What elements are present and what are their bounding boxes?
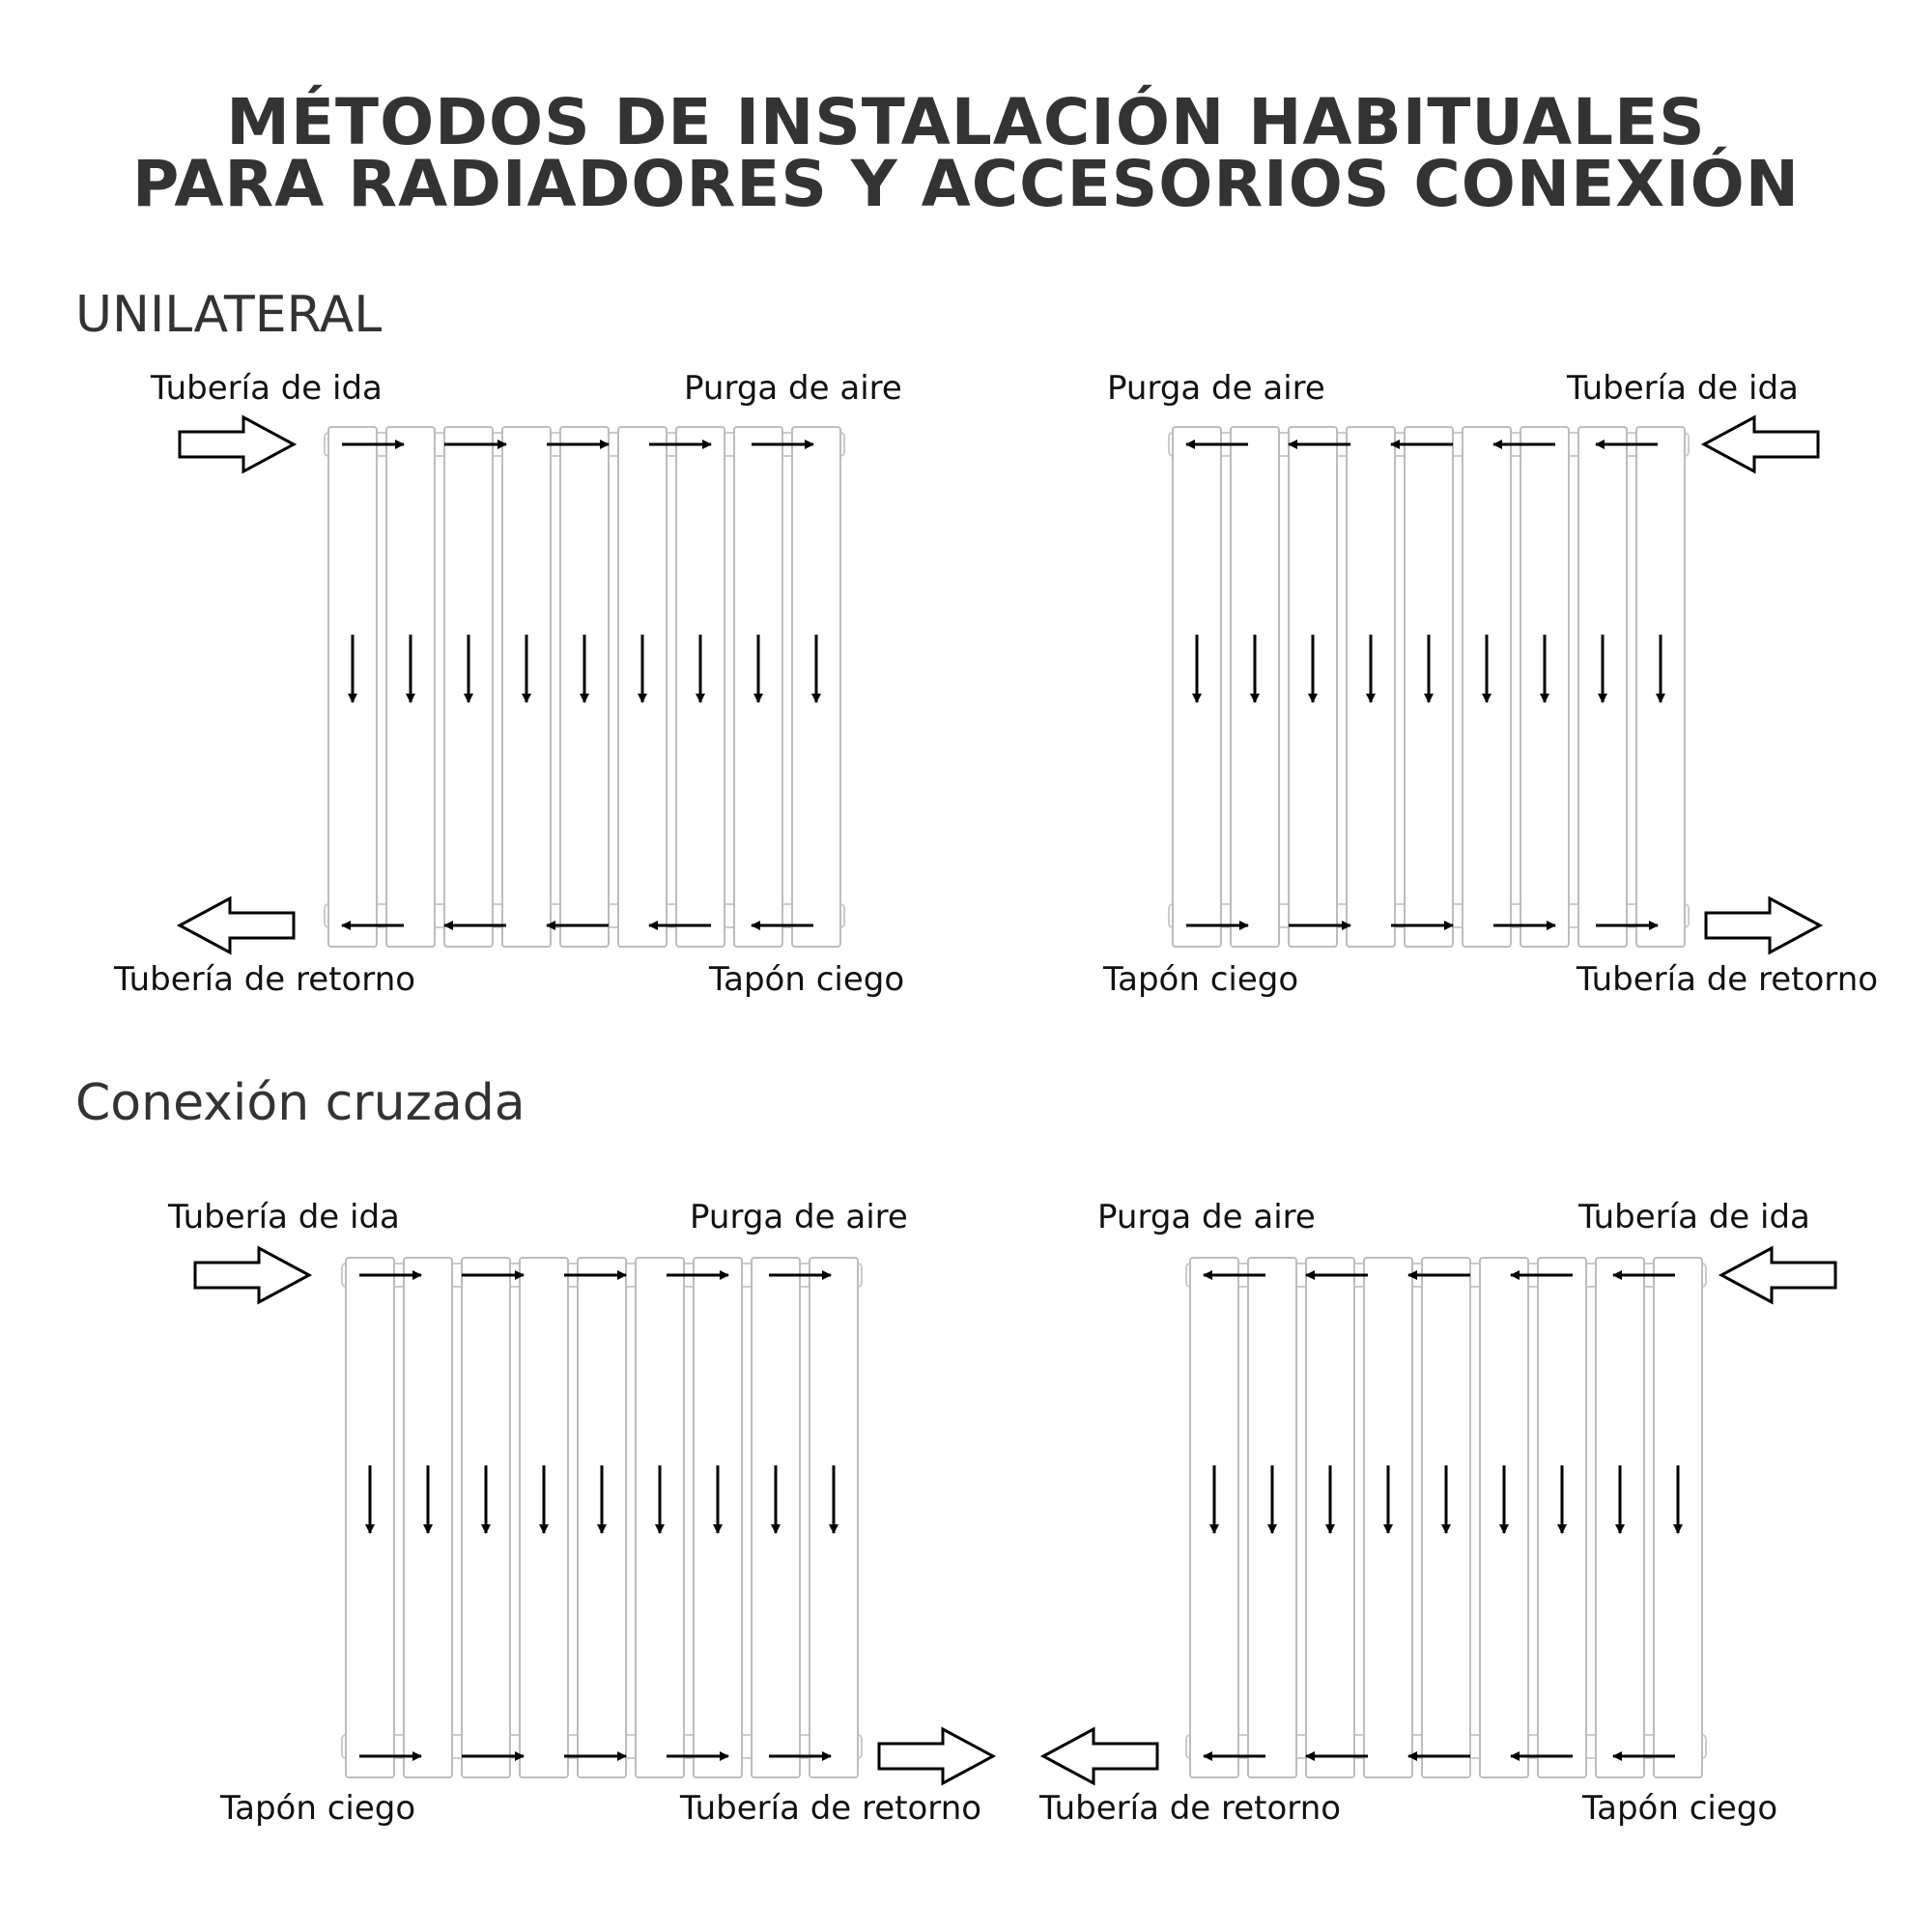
cruzada-right-outlet-arrow-icon [1043,1729,1157,1783]
label-retorno-cruzada-left: Tubería de retorno [680,1789,982,1828]
cruzada-left-outlet-arrow-icon [879,1729,993,1783]
label-ida-cruzada-right: Tubería de ida [1578,1198,1810,1236]
unilateral-left-inlet-arrow-icon [180,417,294,471]
section-title-unilateral: UNILATERAL [75,286,383,344]
section-title-cruzada: Conexión cruzada [75,1074,526,1132]
unilateral-left-outlet-arrow-icon [180,898,294,952]
label-tapon-cruzada-left: Tapón ciego [220,1789,416,1828]
label-purga-cruzada-left: Purga de aire [690,1198,908,1236]
label-tapon-cruzada-right: Tapón ciego [1582,1789,1778,1828]
label-tapon-unilateral-left: Tapón ciego [709,960,905,999]
label-ida-unilateral-right: Tubería de ida [1567,369,1799,408]
label-tapon-unilateral-right: Tapón ciego [1103,960,1299,999]
label-purga-cruzada-right: Purga de aire [1097,1198,1316,1236]
label-retorno-cruzada-right: Tubería de retorno [1039,1789,1342,1828]
page-title-line-2: PARA RADIADORES Y ACCESORIOS CONEXIÓN [132,147,1800,221]
label-retorno-unilateral-left: Tubería de retorno [114,960,416,999]
label-purga-unilateral-left: Purga de aire [684,369,902,408]
label-purga-unilateral-right: Purga de aire [1107,369,1325,408]
unilateral-right-outlet-arrow-icon [1706,898,1820,952]
label-ida-cruzada-left: Tubería de ida [168,1198,400,1236]
label-retorno-unilateral-right: Tubería de retorno [1577,960,1879,999]
cruzada-right-inlet-arrow-icon [1721,1248,1835,1302]
cruzada-left-inlet-arrow-icon [195,1248,309,1302]
label-ida-unilateral-left: Tubería de ida [151,369,383,408]
unilateral-right-inlet-arrow-icon [1704,417,1818,471]
page-title-line-1: MÉTODOS DE INSTALACIÓN HABITUALES [226,85,1706,159]
